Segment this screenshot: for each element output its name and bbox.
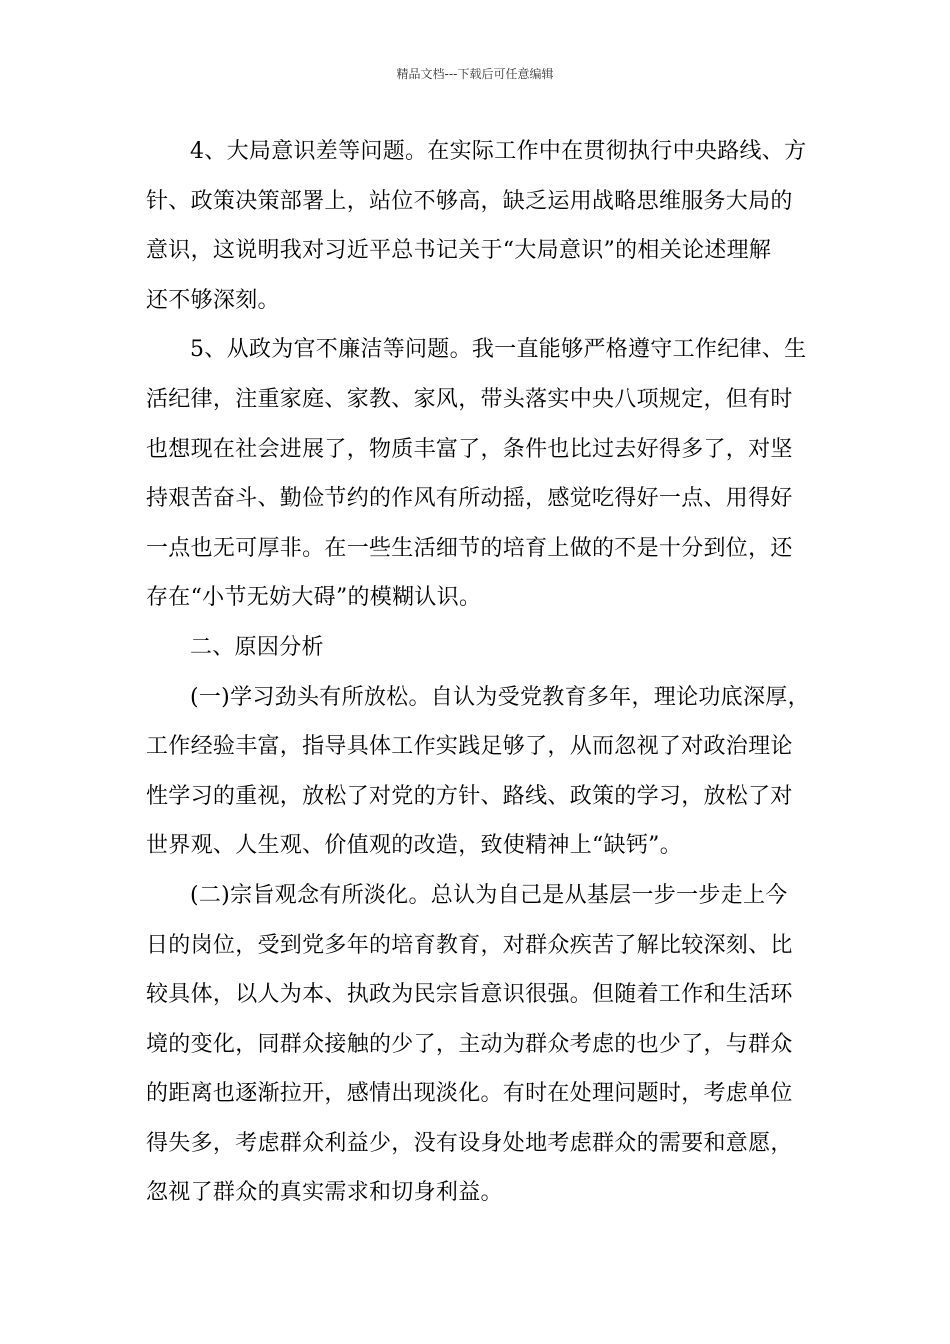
text-line: 也想现在社会进展了，物质丰富了，条件也比过去好得多了，对坚 xyxy=(146,436,793,462)
section-heading xyxy=(146,623,826,673)
text-line: 意识，这说明我对习近平总书记关于“大局意识”的相关论述理解 xyxy=(146,238,772,264)
paragraph-4 xyxy=(146,127,826,325)
paragraph-cause-1 xyxy=(146,673,826,871)
paragraph-5 xyxy=(146,325,826,623)
heading-text: 二、原因分析 xyxy=(190,634,324,660)
text-line: 性学习的重视，放松了对党的方针、路线、政策的学习，放松了对 xyxy=(146,783,793,809)
page-header: 精品文档---下载后可任意编辑 xyxy=(396,67,554,81)
text-line: 的距离也逐渐拉开，感情出现淡化。有时在处理问题时，考虑单位 xyxy=(146,1081,793,1107)
text-line: 境的变化，同群众接触的少了，主动为群众考虑的也少了，与群众 xyxy=(146,1031,793,1057)
text-line: 5、从政为官不廉洁等问题。我一直能够严格遵守工作纪律、生 xyxy=(190,337,807,363)
text-line: 得失多，考虑群众利益少，没有设身处地考虑群众的需要和意愿， xyxy=(146,1130,793,1156)
text-line: 还不够深刻。 xyxy=(146,287,280,313)
text-line: 存在“小节无妨大碍”的模糊认识。 xyxy=(146,585,482,611)
paragraph-cause-2 xyxy=(146,871,826,1218)
text-line: 世界观、人生观、价值观的改造，致使精神上“缺钙”。 xyxy=(146,833,682,859)
text-line: (一)学习劲头有所放松。自认为受党教育多年，理论功底深厚， xyxy=(190,684,810,710)
text-line: 4、大局意识差等问题。在实际工作中在贯彻执行中央路线、方 xyxy=(190,139,807,164)
text-line: 针、政策决策部署上，站位不够高，缺乏运用战略思维服务大局的 xyxy=(146,188,793,214)
text-line: 活纪律，注重家庭、家教、家风，带头落实中央八项规定，但有时 xyxy=(146,386,793,412)
text-line: 忽视了群众的真实需求和切身利益。 xyxy=(146,1180,503,1206)
text-line: 较具体，以人为本、执政为民宗旨意识很强。但随着工作和生活环 xyxy=(146,982,793,1008)
text-line: 日的岗位，受到党多年的培育教育，对群众疾苦了解比较深刻、比 xyxy=(146,932,793,958)
text-line: (二)宗旨观念有所淡化。总认为自己是从基层一步一步走上今 xyxy=(190,882,788,908)
text-line: 持艰苦奋斗、勤俭节约的作风有所动摇，感觉吃得好一点、用得好 xyxy=(146,486,793,512)
document-body xyxy=(146,127,826,1218)
text-line: 工作经验丰富，指导具体工作实践足够了，从而忽视了对政治理论 xyxy=(146,734,793,760)
text-line: 一点也无可厚非。在一些生活细节的培育上做的不是十分到位，还 xyxy=(146,535,793,561)
